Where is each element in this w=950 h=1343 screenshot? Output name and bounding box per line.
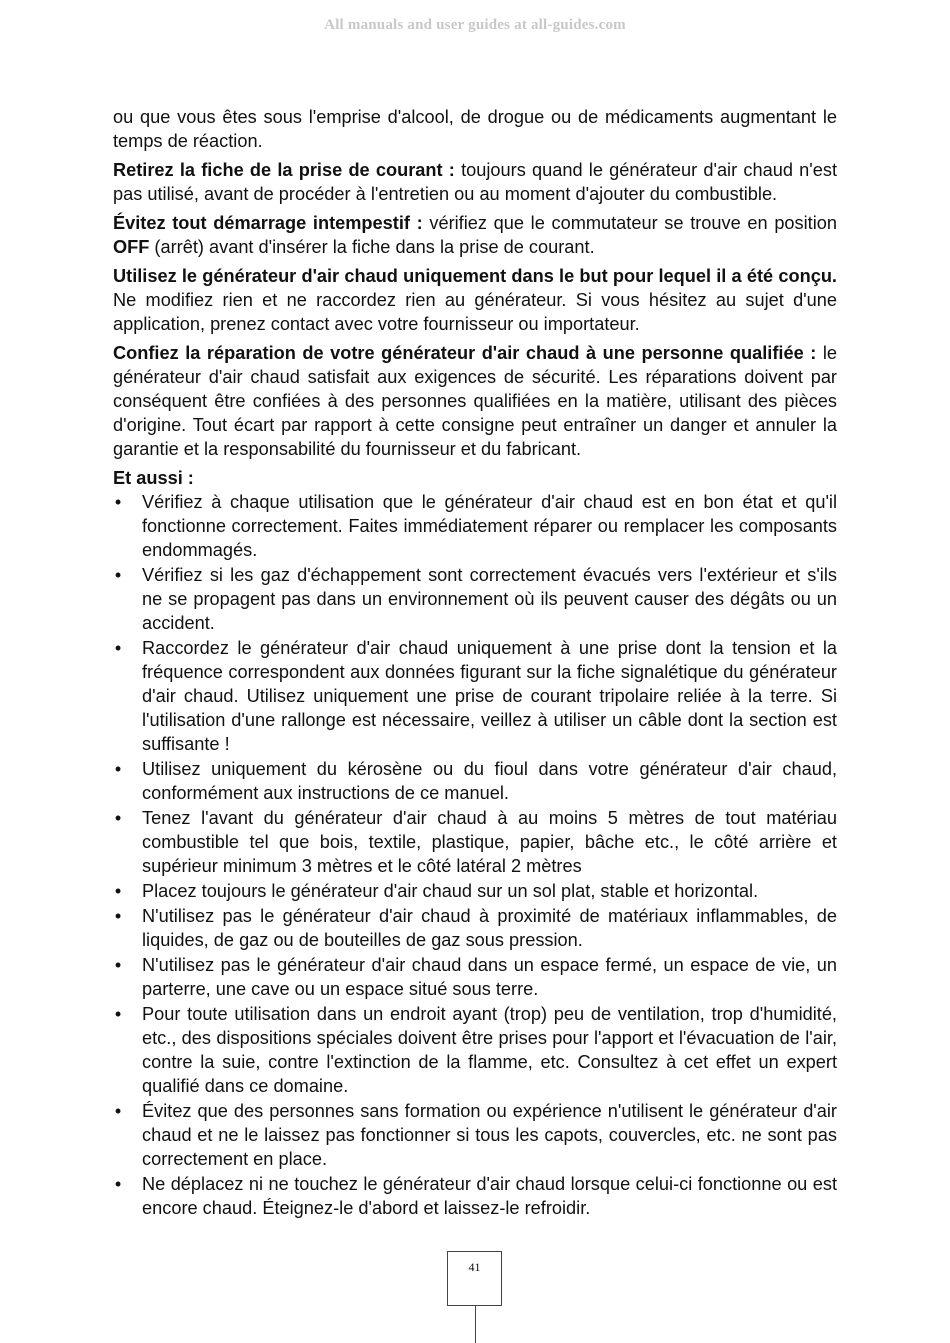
off-label: OFF — [113, 237, 150, 257]
page-divider-line — [475, 1306, 476, 1343]
list-item-text: Vérifiez à chaque utilisation que le générateur d'air chaud est en bon état et qu'il fonctionne correctement. Faites immédiatement réparer ou remplacer les composants endommagés. — [142, 492, 837, 560]
paragraph-lead: Confiez la réparation de votre générateur d'air chaud à une personne qualifiée : — [113, 343, 817, 363]
list-item — [113, 490, 837, 562]
list-item-text: Évitez que des personnes sans formation ou expérience n'utilisent le générateur d'air chaud et ne le laissez pas fonctionner si tous les capots, couvercles, etc. ne sont pas correctement en place. — [142, 1101, 837, 1169]
safety-bullet-list — [113, 490, 837, 1220]
list-item-text: Utilisez uniquement du kérosène ou du fioul dans votre générateur d'air chaud, conformément aux instructions de ce manuel. — [142, 759, 837, 803]
document-body — [113, 105, 837, 1221]
list-item-text: N'utilisez pas le générateur d'air chaud dans un espace fermé, un espace de vie, un parterre, une cave ou un espace situé sous terre. — [142, 955, 837, 999]
list-item — [113, 636, 837, 756]
bullet-icon: • — [114, 638, 122, 658]
paragraph-text: toujours quand le générateur d'air chaud n'est pas utilisé, avant de procéder à l'entretien ou au moment d'ajouter du combustible. — [113, 160, 837, 204]
paragraph-lead: Utilisez le générateur d'air chaud uniquement dans le but pour lequel il a été conçu. — [113, 266, 837, 286]
paragraph-text: vérifiez que le commutateur se trouve en position — [422, 213, 838, 233]
bullet-icon: • — [114, 955, 122, 975]
bullet-icon: • — [114, 1101, 122, 1121]
paragraph-text: le générateur d'air chaud satisfait aux exigences de sécurité. Les réparations doivent par conséquent être confiées à des personnes qualifiées en la matière, utilisant des pièces d'origine. Tout écart par rapport à cette consigne peut entraîner un danger et annuler la garantie et la responsabilité du fournisseur et du fabricant. — [113, 343, 837, 459]
list-item — [113, 1172, 837, 1220]
list-item-text: Pour toute utilisation dans un endroit ayant (trop) peu de ventilation, trop d'humidité, etc., des dispositions spéciales doivent être prises pour l'apport et l'évacuation de l'air, contre la suie, contre l'extinction de la flamme, etc. Consultez à cet effet un expert qualifié dans ce domaine. — [142, 1004, 837, 1096]
paragraph-lead: Retirez la fiche de la prise de courant : — [113, 160, 455, 180]
bullet-icon: • — [114, 808, 122, 828]
watermark: All manuals and user guides at all-guides.com — [324, 17, 626, 33]
list-item-text: Placez toujours le générateur d'air chaud sur un sol plat, stable et horizontal. — [142, 881, 759, 901]
list-item-text: Raccordez le générateur d'air chaud uniquement à une prise dont la tension et la fréquence correspondent aux données figurant sur la fiche signalétique du générateur d'air chaud. Utilisez uniquement une prise de courant tripolaire reliée à la terre. Si l'utilisation d'une rallonge est nécessaire, veillez à utiliser un câble dont la section est suffisante ! — [142, 638, 837, 754]
intro-paragraph: ou que vous êtes sous l'emprise d'alcool, de drogue ou de médicaments augmentant le temps de réaction. — [113, 107, 837, 151]
list-item — [113, 757, 837, 805]
list-item — [113, 904, 837, 952]
page-number-box — [447, 1251, 502, 1306]
list-item — [113, 879, 837, 903]
list-item — [113, 806, 837, 878]
paragraph-avoid-start — [113, 211, 837, 259]
list-item-text: Tenez l'avant du générateur d'air chaud à au moins 5 mètres de tout matériau combustible tel que bois, textile, plastique, papier, bâche etc., le côté arrière et supérieur minimum 3 mètres et le côté latéral 2 mètres — [142, 808, 837, 876]
paragraph-text: Ne modifiez rien et ne raccordez rien au générateur. Si vous hésitez au sujet d'une application, prenez contact avec votre fournisseur ou importateur. — [113, 290, 837, 334]
bullet-icon: • — [114, 759, 122, 779]
list-item-text: N'utilisez pas le générateur d'air chaud à proximité de matériaux inflammables, de liquides, de gaz ou de bouteilles de gaz sous pression. — [142, 906, 837, 950]
bullet-icon: • — [114, 1004, 122, 1024]
paragraph-text-after: (arrêt) avant d'insérer la fiche dans la prise de courant. — [149, 237, 595, 257]
bullet-icon: • — [114, 1174, 122, 1194]
bullet-icon: • — [114, 881, 122, 901]
paragraph-lead: Évitez tout démarrage intempestif : — [113, 213, 423, 233]
paragraph-unplug — [113, 158, 837, 206]
page-number: 41 — [468, 1260, 481, 1274]
list-item-text: Ne déplacez ni ne touchez le générateur d'air chaud lorsque celui-ci fonctionne ou est encore chaud. Éteignez-le d'abord et laissez-le refroidir. — [142, 1174, 837, 1218]
bullet-icon: • — [114, 565, 122, 585]
paragraph-intended-use — [113, 264, 837, 336]
list-item — [113, 953, 837, 1001]
list-item — [113, 1002, 837, 1098]
list-item — [113, 1099, 837, 1171]
also-heading: Et aussi : — [113, 468, 194, 488]
bullet-icon: • — [114, 492, 122, 512]
list-item-text: Vérifiez si les gaz d'échappement sont correctement évacués vers l'extérieur et s'ils ne se propagent pas dans un environnement où ils peuvent causer des dégâts ou un accident. — [142, 565, 837, 633]
list-item — [113, 563, 837, 635]
paragraph-repair — [113, 341, 837, 461]
bullet-icon: • — [114, 906, 122, 926]
